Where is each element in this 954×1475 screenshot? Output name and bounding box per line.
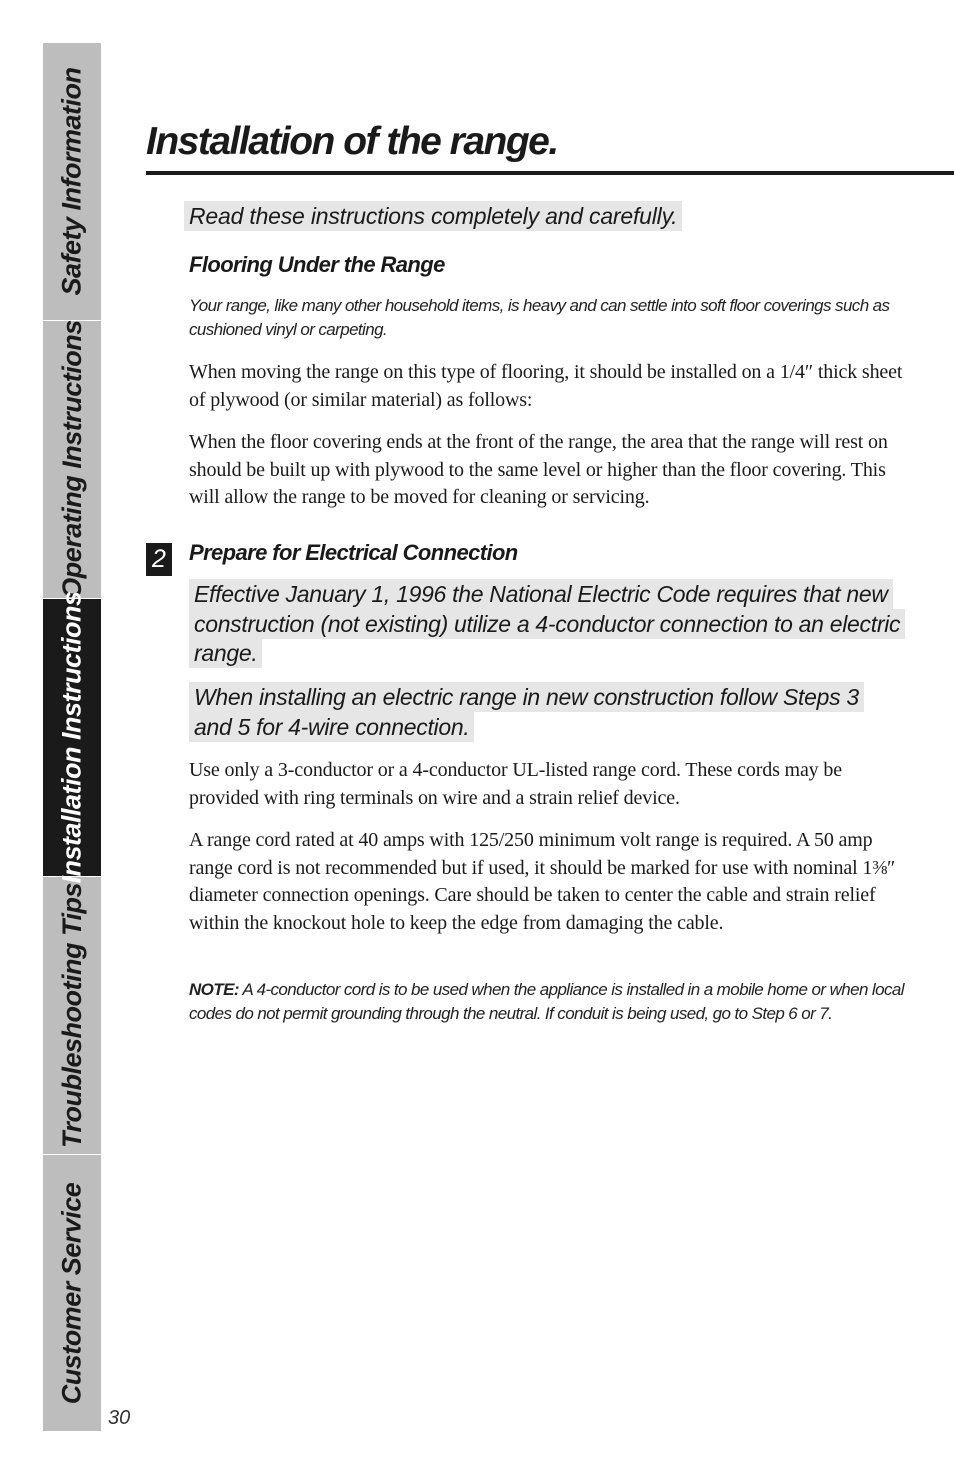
- flooring-paragraph-1: When moving the range on this type of flooring, it should be installed on a 1/4″ thick sheet of plywood (or similar material) as follows:: [189, 361, 903, 411]
- electrical-note: [189, 978, 909, 1026]
- tab-label: Safety Information: [56, 67, 87, 296]
- tab-safety-information[interactable]: [43, 43, 101, 321]
- tab-operating-instructions[interactable]: [43, 321, 101, 599]
- tab-label: Troubleshooting Tips: [56, 883, 87, 1148]
- electrical-paragraph-1: Use only a 3-conductor or a 4-conductor UL-listed range cord. These cords may be provided with ring terminals on wire and a strain relief device.: [189, 759, 842, 809]
- tab-troubleshooting-tips[interactable]: [43, 877, 101, 1155]
- code-requirement-note: [189, 580, 901, 669]
- note-label: NOTE:: [189, 980, 239, 999]
- new-construction-text: When installing an electric range in new construction follow Steps 3 and 5 for 4-wire connection.: [189, 682, 864, 742]
- electrical-paragraph-2: A range cord rated at 40 amps with 125/250 minimum volt range is required. A 50 amp range cord is not recommended but if used, it should be marked for use with nominal 1⅜″ diameter connection openings. Care should be taken to center the cable and strain relief within the knockout hole to keep the edge from damaging the cable.: [189, 829, 896, 934]
- tab-label: Customer Service: [56, 1182, 87, 1404]
- page-number: 30: [108, 1407, 131, 1429]
- section-tabs: [43, 43, 101, 1431]
- title-rule: [146, 171, 954, 175]
- code-requirement-text: Effective January 1, 1996 the National Electric Code requires that new construction (not existing) utilize a 4-conductor connection to an electric range.: [189, 579, 905, 668]
- tab-label: Installation Instructions: [56, 591, 87, 884]
- tab-installation-instructions[interactable]: [43, 591, 101, 884]
- read-instructions-note: [184, 203, 904, 230]
- new-construction-note: [189, 683, 901, 742]
- flooring-intro: Your range, like many other household items, is heavy and can settle into soft floor coverings such as cushioned vinyl or carpeting.: [189, 296, 890, 339]
- electrical-heading: Prepare for Electrical Connection: [189, 540, 518, 565]
- note-text: A 4-conductor cord is to be used when the appliance is installed in a mobile home or when local codes do not permit grounding through the neutral. If conduit is being used, go to Step 6 or 7.: [189, 980, 904, 1023]
- tab-customer-service[interactable]: [43, 1155, 101, 1431]
- tab-label: Operating Instructions: [56, 320, 87, 599]
- page-title: Installation of the range.: [146, 120, 558, 163]
- flooring-heading: Flooring Under the Range: [189, 252, 445, 277]
- read-instructions-text: Read these instructions completely and carefully.: [184, 201, 682, 231]
- flooring-paragraph-2: When the floor covering ends at the front of the range, the area that the range will rest on should be built up with plywood to the same level or higher than the floor covering. This will allow the range to be moved for cleaning or servicing.: [189, 431, 888, 508]
- step-number-badge: 2: [146, 543, 172, 576]
